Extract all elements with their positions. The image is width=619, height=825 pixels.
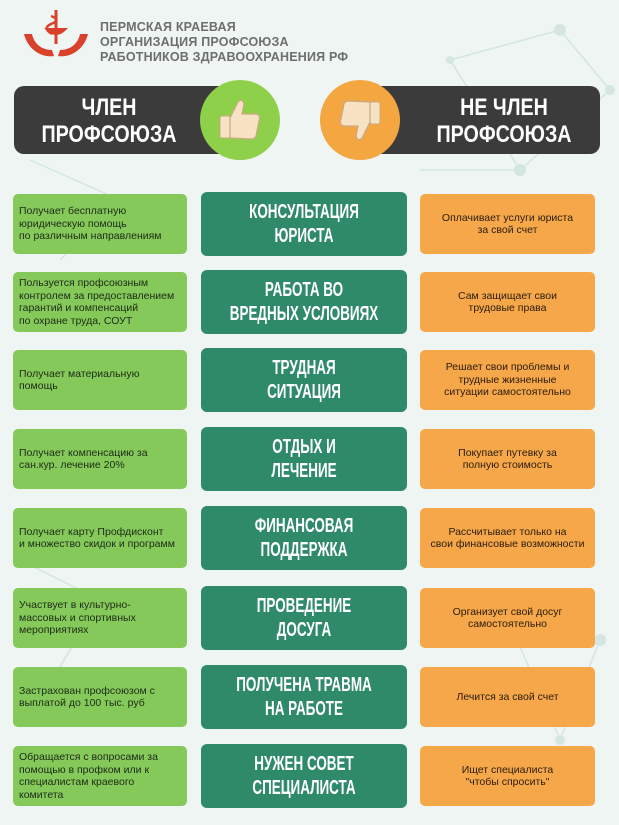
comparison-row <box>0 506 619 568</box>
category-box-line: ПОЛУЧЕНА ТРАВМА <box>236 674 372 696</box>
member-benefit-box-line: мероприятиях <box>19 624 89 637</box>
category-box <box>201 192 407 256</box>
member-benefit-box-line: массовых и спортивных <box>19 611 136 624</box>
member-benefit-box <box>13 746 187 806</box>
nonmember-outcome-box-line: самостоятельно <box>467 618 548 630</box>
member-benefit-box <box>13 588 187 648</box>
member-benefit-box-line: помощью в профком или к <box>19 763 150 776</box>
org-line-1: ПЕРМСКАЯ КРАЕВАЯ <box>100 20 236 34</box>
member-benefit-box-line: Получает карту Профдисконт <box>19 525 164 538</box>
member-benefit-box-line: выплатой до 100 тыс. руб <box>19 697 145 709</box>
org-line-2: ОРГАНИЗАЦИЯ ПРОФСОЮЗА <box>100 35 289 49</box>
member-benefit-box-line: специалистам краевого комитета <box>19 776 135 801</box>
category-box-line: СПЕЦИАЛИСТА <box>252 777 356 799</box>
member-benefit-box-line: гарантий и компенсаций <box>19 302 139 314</box>
category-box-line: ПОДДЕРЖКА <box>260 539 348 561</box>
member-benefit-box <box>13 194 187 254</box>
member-benefit-box <box>13 350 187 410</box>
member-benefit-box-line: Участвует в культурно- <box>19 599 131 612</box>
thumbs-down-icon <box>334 94 386 146</box>
org-line-3: РАБОТНИКОВ ЗДРАВООХРАНЕНИЯ РФ <box>100 50 349 64</box>
comparison-row <box>0 665 619 727</box>
category-box-line: ВРЕДНЫХ УСЛОВИЯХ <box>229 303 379 325</box>
nonmember-outcome-box-line: полную стоимость <box>462 459 553 471</box>
nonmember-outcome-box-line: за свой счет <box>477 224 538 236</box>
nonmember-outcome-box-line: трудные жизненные <box>458 373 557 386</box>
nonmember-outcome-box-line: Лечится за свой счет <box>456 690 559 703</box>
nonmember-outcome-box-line: Сам защищает свои <box>458 289 557 302</box>
category-box-line: ТРУДНАЯ <box>272 357 336 379</box>
category-box <box>201 665 407 729</box>
category-box-line: НУЖЕН СОВЕТ <box>254 753 354 775</box>
nonmember-outcome-box <box>420 667 595 727</box>
thumbs-up-badge <box>200 80 280 160</box>
member-benefit-box <box>13 429 187 489</box>
comparison-row <box>0 192 619 254</box>
comparison-row <box>0 348 619 410</box>
member-benefit-box <box>13 508 187 568</box>
nonmember-outcome-box <box>420 272 595 332</box>
category-box-line: НА РАБОТЕ <box>265 698 343 720</box>
comparison-row <box>0 427 619 489</box>
comparison-row <box>0 744 619 806</box>
member-benefit-box <box>13 667 187 727</box>
nonmember-outcome-box <box>420 508 595 568</box>
category-box <box>201 270 407 334</box>
header <box>18 8 438 68</box>
member-benefit-box-line: юридическую помощь <box>19 217 127 230</box>
nonmember-outcome-box-line: свои финансовые возможности <box>430 538 585 550</box>
category-box-line: ОТДЫХ И <box>272 436 336 458</box>
organization-name <box>100 20 430 65</box>
member-benefit-box-line: Застрахован профсоюзом с <box>19 684 155 697</box>
member-benefit-box-line: по различным направлениям <box>19 230 162 243</box>
thumbs-up-icon <box>214 94 266 146</box>
member-benefit-box-line: сан.кур. лечение 20% <box>19 459 125 471</box>
nonmember-outcome-box-line: Покупает путевку за <box>458 446 557 459</box>
category-box <box>201 506 407 570</box>
category-box-line: КОНСУЛЬТАЦИЯ <box>249 201 359 223</box>
category-box-line: ДОСУГА <box>276 619 332 641</box>
member-title-line-2: ПРОФСОЮЗА <box>41 121 177 148</box>
category-box-line: ПРОВЕДЕНИЕ <box>256 595 352 617</box>
category-box-line: РАБОТА ВО <box>264 279 344 301</box>
category-box <box>201 586 407 650</box>
category-box-line: ЮРИСТА <box>274 225 334 247</box>
nonmember-outcome-box <box>420 350 595 410</box>
nonmember-outcome-box-line: Решает свои проблемы и <box>445 361 570 374</box>
category-box <box>201 427 407 491</box>
nonmember-outcome-box <box>420 588 595 648</box>
member-benefit-box-line: контролем за предоставлением <box>19 289 175 302</box>
member-benefit-box <box>13 272 187 332</box>
member-benefit-box-line: и множество скидок и программ <box>19 538 175 550</box>
nonmember-outcome-box-line: ситуации самостоятельно <box>444 386 571 399</box>
category-box <box>201 744 407 808</box>
comparison-row <box>0 586 619 648</box>
nonmember-outcome-box <box>420 746 595 806</box>
nonmember-title-line-1: НЕ ЧЛЕН <box>460 94 548 121</box>
member-title-line-1: ЧЛЕН <box>81 94 137 121</box>
member-benefit-box-line: Обращается с вопросами за <box>19 751 158 763</box>
category-box-line: СИТУАЦИЯ <box>267 381 341 403</box>
member-benefit-box-line: Получает бесплатную <box>19 205 127 218</box>
nonmember-outcome-box <box>420 429 595 489</box>
nonmember-outcome-box-line: Рассчитывает только на <box>448 525 567 538</box>
category-box <box>201 348 407 412</box>
nonmember-outcome-box-line: Организует свой досуг <box>452 605 563 618</box>
category-box-line: ФИНАНСОВАЯ <box>254 515 354 537</box>
member-benefit-box-line: по охране труда, СОУТ <box>19 314 133 327</box>
member-benefit-box-line: Получает компенсацию за <box>19 446 148 459</box>
nonmember-outcome-box-line: Оплачивает услуги юриста <box>441 211 574 224</box>
nonmember-outcome-box-line: "чтобы спросить" <box>465 776 550 788</box>
nonmember-outcome-box-line: трудовые права <box>468 302 547 314</box>
member-benefit-box-line: Получает материальную помощь <box>19 367 140 392</box>
comparison-row <box>0 270 619 332</box>
member-benefit-box-line: Пользуется профсоюзным <box>19 277 149 289</box>
nonmember-title-line-2: ПРОФСОЮЗА <box>436 121 572 148</box>
category-box-line: ЛЕЧЕНИЕ <box>271 460 337 482</box>
thumbs-down-badge <box>320 80 400 160</box>
nonmember-outcome-box <box>420 194 595 254</box>
nonmember-outcome-box-line: Ищет специалиста <box>461 763 554 776</box>
medical-snake-bowl-hands-icon <box>18 8 94 62</box>
